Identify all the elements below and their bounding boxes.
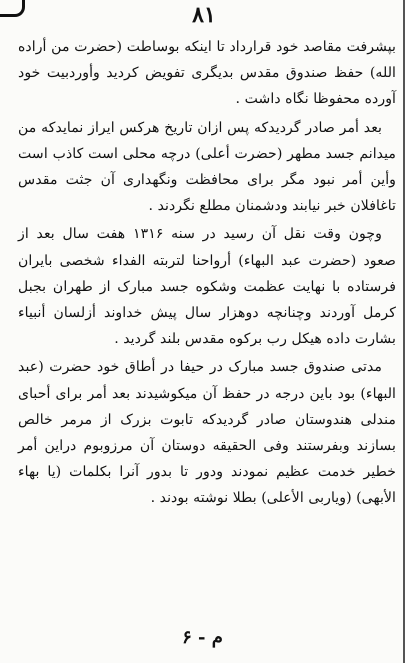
paragraph-3: وچون وقت نقل آن رسید در سنه ۱۳۱۶ هفت سال بعد از صعود (حضرت عبد البهاء) أرواحنا لتربته الفداء شخصی بایران فرستاده با نهایت عظمت وشکوه جسد مبارک از طهران بجبل کرمل آوردند وچنانچه دوهزار سال پیش خداوند أزلسان أنبیاء بشارت داده هیکل رب برکوه مقدس بلند گردید . [18, 226, 396, 348]
footer-signature: م - ۶ [182, 627, 223, 648]
page-number: ۸۱ [192, 2, 216, 28]
body-text [18, 34, 396, 512]
paragraph-1: بپشرفت مقاصد خود قرارداد تا اینکه بوساطت (حضرت من أراده الله) حفظ صندوق مقدس بدیگری تفویض کردید وأوردبیت خود آورده محفوظا نگاه داشت . [18, 39, 396, 108]
paragraph-2: بعد أمر صادر گردیدکه پس ازان تاریخ هرکس ایراز نمایدکه من میدانم جسد مطهر (حضرت أعلی) درچه محلی است کاذب است وأین أمر نبود مگر برای محافظت ونگهداری آن جثت مقدس تاغافلان خبر نیابند ودشمنان مطلع نگردند . [18, 119, 396, 215]
corner-mark [0, 0, 25, 17]
paragraph-4: مدتی صندوق جسد مبارک در حیفا در أطاق خود حضرت (عبد البهاء) بود باین درجه در حفظ آن میکوشیدند بعد أمر برای أحبای مندلی هندوستان صادر گردیدکه تابوت بزرک از مرمر خالص بسازند وبفرستند وفی الحقیقه دوستان آن مرزوبوم دراین أمر خطیر خدمت عظیم نمودند ودور تا بدور آنرا بکلمات (یا بهاء الأبهی) (ویاربی الأعلی) بطلا نوشته بودند . [18, 359, 396, 507]
